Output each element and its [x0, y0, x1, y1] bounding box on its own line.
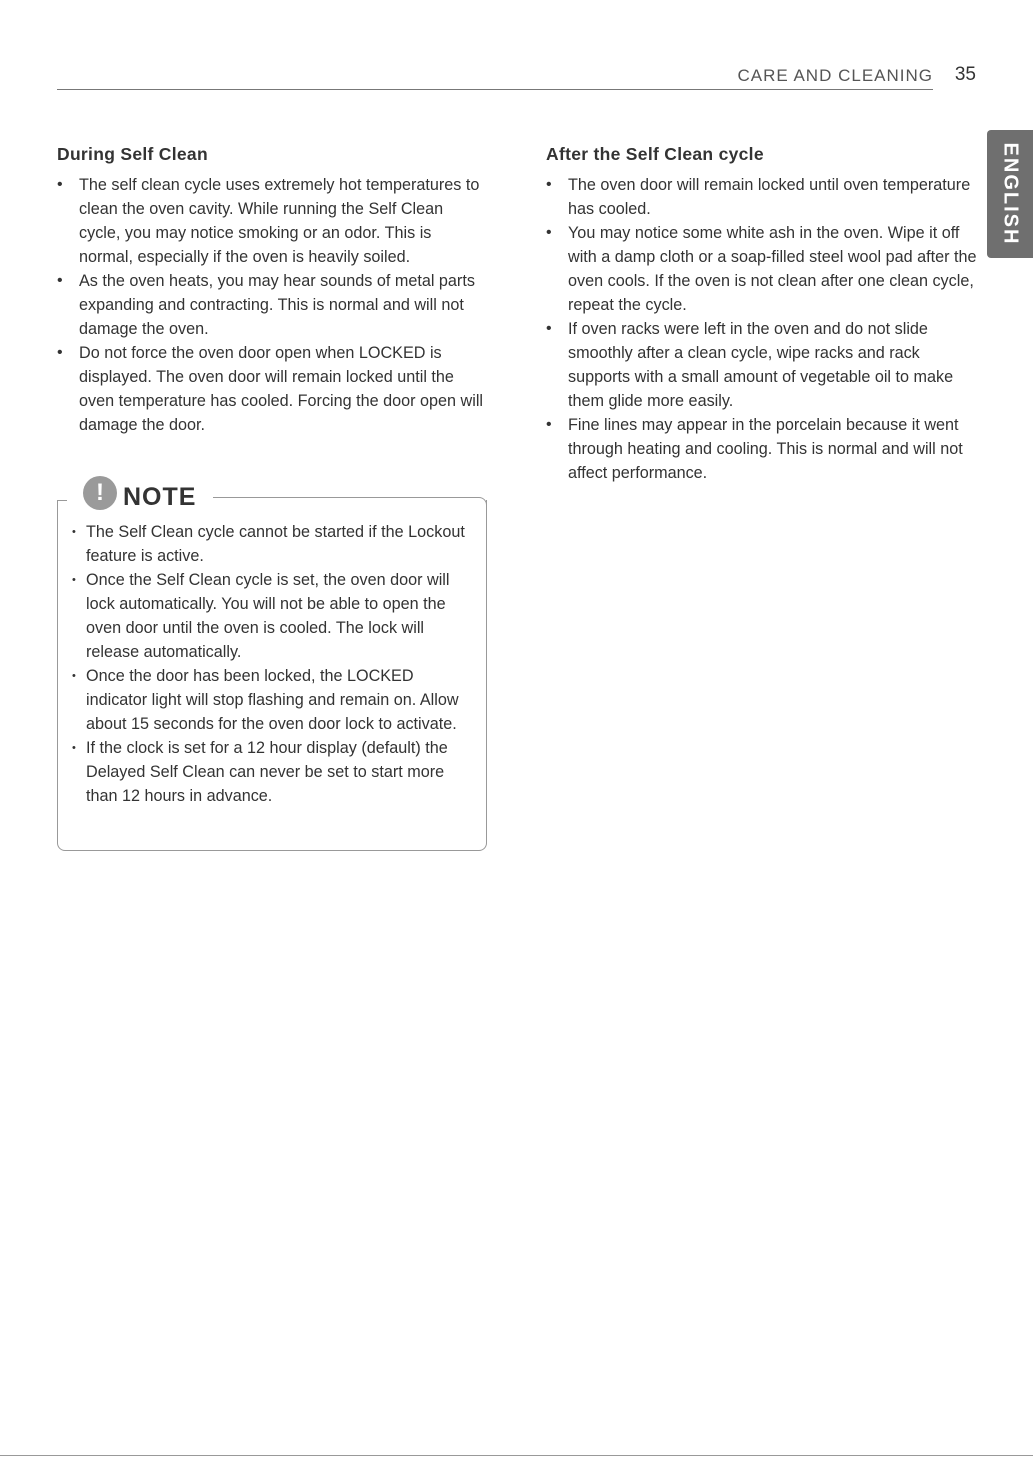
list-item: • Do not force the oven door open when LOCKED is displayed. The oven door will remain locked until the oven temperature has cooled. Forcing the door open will damage the door.	[57, 341, 487, 437]
list-item: • You may notice some white ash in the oven. Wipe it off with a damp cloth or a soap-filled steel wool pad after the oven cools. If the oven is not clean after one clean cycle, repeat the cycle.	[546, 221, 978, 317]
list-item: • As the oven heats, you may hear sounds of metal parts expanding and contracting. This is normal and will not damage the oven.	[57, 269, 487, 341]
exclamation-icon: !	[83, 476, 117, 510]
header-rule	[57, 89, 933, 90]
note-border-top-left	[57, 500, 67, 501]
language-tab-label: ENGLISH	[999, 142, 1022, 246]
section-heading: During Self Clean	[57, 144, 208, 164]
list-item: • Fine lines may appear in the porcelain because it went through heating and cooling. This is normal and will not affect performance.	[546, 413, 978, 485]
list-item: • The oven door will remain locked until oven temperature has cooled.	[546, 173, 978, 221]
list-item: • If the clock is set for a 12 hour display (default) the Delayed Self Clean can never be set to start more than 12 hours in advance.	[70, 736, 470, 808]
list-item: • The Self Clean cycle cannot be started if the Lockout feature is active.	[70, 520, 470, 568]
after-self-clean-section	[546, 144, 978, 485]
bullet-list	[546, 173, 978, 485]
list-item: • Once the door has been locked, the LOCKED indicator light will stop flashing and remain on. Allow about 15 seconds for the oven door lock to activate.	[70, 664, 470, 736]
note-border-top-right	[213, 497, 476, 498]
list-item: • The self clean cycle uses extremely hot temperatures to clean the oven cavity. While running the Self Clean cycle, you may notice smoking or an odor. This is normal, especially if the oven is heavily soiled.	[57, 173, 487, 269]
section-title: CARE AND CLEANING	[737, 66, 933, 85]
section-heading: After the Self Clean cycle	[546, 144, 764, 164]
during-self-clean-section	[57, 144, 487, 437]
note-border-corner	[476, 497, 487, 508]
language-tab	[987, 130, 1033, 258]
note-list	[70, 520, 470, 808]
note-title: NOTE	[123, 483, 197, 511]
page-number: 35	[954, 64, 976, 85]
page-bottom-rule	[0, 1455, 1033, 1456]
list-item: • Once the Self Clean cycle is set, the oven door will lock automatically. You will not be able to open the oven door until the oven is cooled. The lock will release automatically.	[70, 568, 470, 664]
bullet-list	[57, 173, 487, 437]
list-item: • If oven racks were left in the oven and do not slide smoothly after a clean cycle, wipe racks and rack supports with a small amount of vegetable oil to make them glide more easily.	[546, 317, 978, 413]
